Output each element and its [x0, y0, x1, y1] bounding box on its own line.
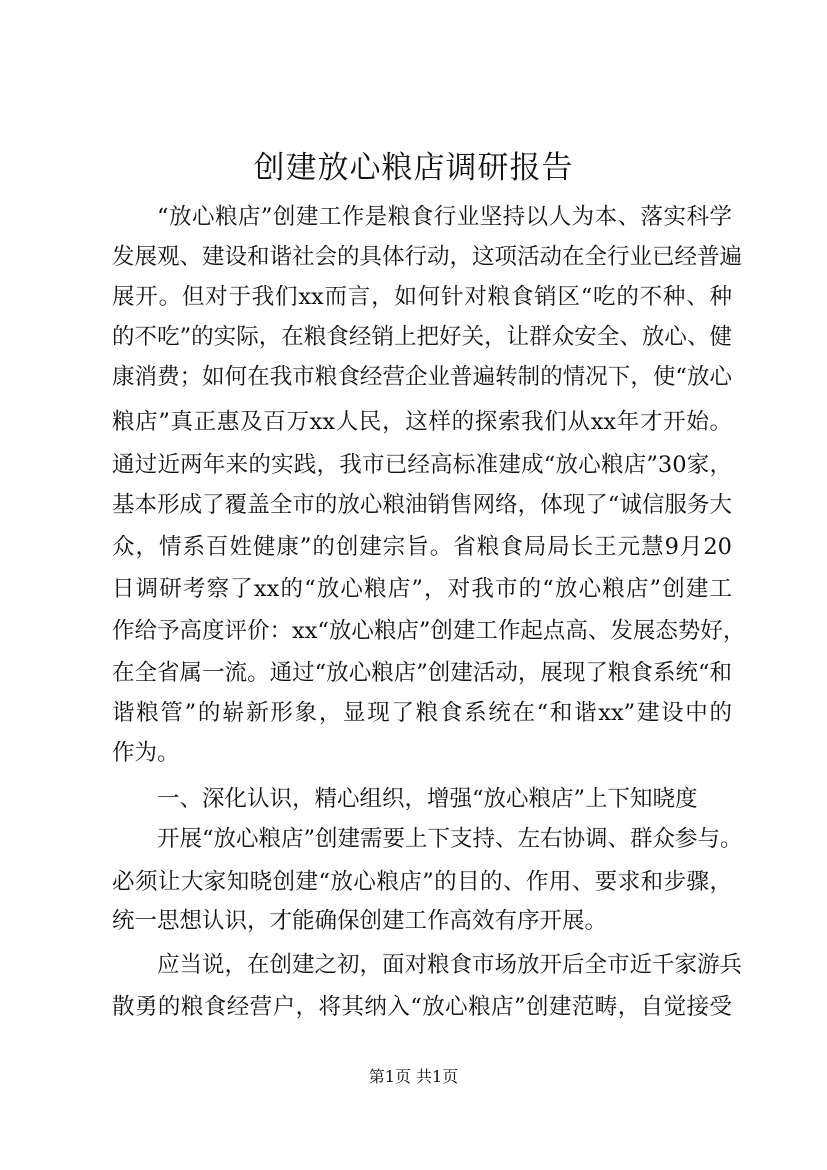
body-line: 应当说，在创建之初，面对粮食市场放开后全市近千家游兵 [157, 952, 743, 978]
body-line: 开展“放心粮店”创建需要上下支持、左右协调、群众参与。 [157, 826, 743, 852]
body-line: 基本形成了覆盖全市的放心粮油销售网络，体现了“诚信服务大 [112, 492, 732, 518]
body-line: 散勇的粮食经营户，将其纳入“放心粮店”创建范畴，自觉接受 [112, 994, 732, 1020]
body-line: 必须让大家知晓创建“放心粮店”的目的、作用、要求和步骤， [112, 869, 732, 895]
page-number-footer: 第1页 共1页 [368, 1067, 459, 1086]
body-line: 统一思想认识，才能确保创建工作高效有序开展。 [112, 908, 608, 934]
body-line: 众，情系百姓健康”的创建宗旨。省粮食局局长王元慧9月20 [112, 534, 732, 560]
body-line: 发展观、建设和谐社会的具体行动，这项活动在全行业已经普遍 [112, 244, 743, 270]
document-title: 创建放心粮店调研报告 [253, 150, 574, 186]
section-heading: 一、深化认识，精心组织，增强“放心粮店”上下知晓度 [157, 786, 698, 812]
body-line: 作为。 [112, 740, 180, 766]
body-line: 谐粮管”的崭新形象，显现了粮食系统在“和谐xx”建设中的 [112, 700, 732, 726]
body-line: 展开。但对于我们xx而言，如何针对粮食销区“吃的不种、种 [112, 284, 732, 310]
body-line: “放心粮店”创建工作是粮食行业坚持以人为本、落实科学 [157, 204, 732, 230]
body-line: 通过近两年来的实践，我市已经高标准建成“放心粮店”30家， [112, 452, 732, 478]
body-line: 作给予高度评价：xx“放心粮店”创建工作起点高、发展态势好， [112, 618, 746, 644]
body-line: 的不吃”的实际，在粮食经销上把好关，让群众安全、放心、健 [112, 324, 732, 350]
body-line: 在全省属一流。通过“放心粮店”创建活动，展现了粮食系统“和 [112, 660, 732, 686]
body-line: 粮店”真正惠及百万xx人民，这样的探索我们从xx年才开始。 [112, 409, 732, 435]
body-line: 康消费；如何在我市粮食经营企业普遍转制的情况下，使“放心 [112, 364, 732, 390]
body-line: 日调研考察了xx的“放心粮店”，对我市的“放心粮店”创建工 [112, 576, 732, 602]
